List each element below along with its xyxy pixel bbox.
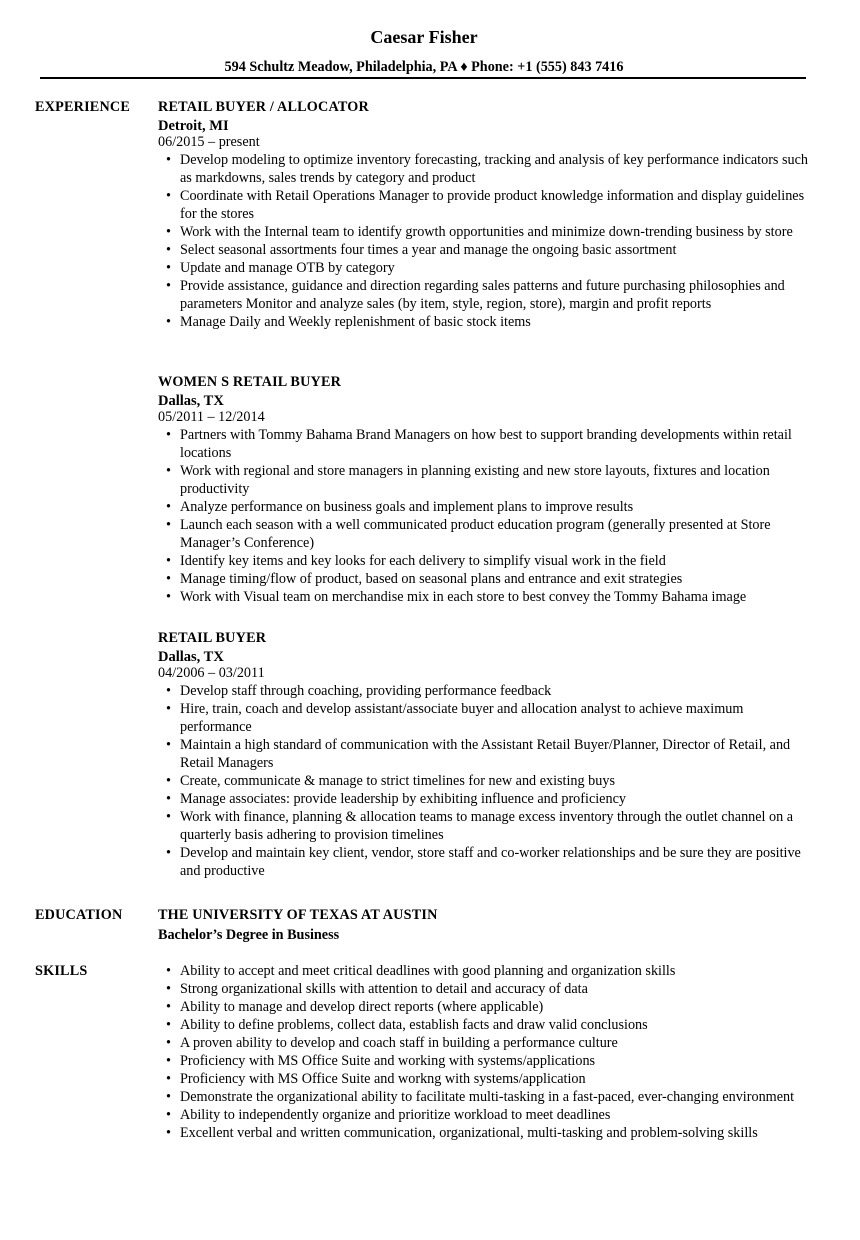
education-section-label: EDUCATION (35, 907, 123, 923)
job-title: RETAIL BUYER / ALLOCATOR (158, 99, 369, 115)
job-location: Detroit, MI (158, 118, 229, 134)
job-bullet: • Maintain a high standard of communication with the Assistant Retail Buyer/Planner, Director of Retail, and Retail Managers (180, 736, 818, 772)
job-bullet: • Create, communicate & manage to strict timelines for new and existing buys (180, 772, 818, 790)
job-bullet: • Coordinate with Retail Operations Manager to provide product knowledge information and display guidelines for the stores (180, 187, 818, 223)
skill-item: • Proficiency with MS Office Suite and working with systems/applications (180, 1052, 818, 1070)
job-bullet: • Launch each season with a well communicated product education program (generally presented at Store Manager’s Conference) (180, 516, 818, 552)
job-title: RETAIL BUYER (158, 630, 267, 646)
job-bullet: • Work with Visual team on merchandise mix in each store to best convey the Tommy Bahama image (180, 588, 818, 606)
skill-item: • A proven ability to develop and coach staff in building a performance culture (180, 1034, 818, 1052)
school-name: THE UNIVERSITY OF TEXAS AT AUSTIN (158, 907, 438, 923)
job-bullet: • Identify key items and key looks for each delivery to simplify visual work in the field (180, 552, 818, 570)
job-location: Dallas, TX (158, 649, 224, 665)
job-bullet: • Partners with Tommy Bahama Brand Managers on how best to support branding developments within retail locations (180, 426, 818, 462)
job-bullet: • Develop staff through coaching, providing performance feedback (180, 682, 818, 700)
job-bullet: • Work with regional and store managers in planning existing and new store layouts, fixtures and location productivity (180, 462, 818, 498)
job-bullet: • Manage Daily and Weekly replenishment of basic stock items (180, 313, 818, 331)
skill-item: • Ability to define problems, collect data, establish facts and draw valid conclusions (180, 1016, 818, 1034)
degree: Bachelor’s Degree in Business (158, 927, 340, 943)
job-bullet: • Analyze performance on business goals and implement plans to improve results (180, 498, 818, 516)
skill-item: • Ability to independently organize and prioritize workload to meet deadlines (180, 1106, 818, 1124)
job-bullet: • Provide assistance, guidance and direction regarding sales patterns and future purchasing philosophies and parameters Monitor and analyze sales (by item, style, region, store), margin and profit reports (180, 277, 818, 313)
job-bullet: • Work with finance, planning & allocation teams to manage excess inventory through the outlet channel on a quarterly basis adhering to provision timelines (180, 808, 818, 844)
job-bullet: • Manage associates: provide leadership by exhibiting influence and proficiency (180, 790, 818, 808)
skill-item: • Strong organizational skills with attention to detail and accuracy of data (180, 980, 818, 998)
skill-item: • Proficiency with MS Office Suite and workng with systems/application (180, 1070, 818, 1088)
job-bullet: • Select seasonal assortments four times a year and manage the ongoing basic assortment (180, 241, 818, 259)
job-dates: 05/2011 – 12/2014 (158, 409, 265, 425)
job-bullet: • Update and manage OTB by category (180, 259, 818, 277)
job-bullet: • Work with the Internal team to identify growth opportunities and minimize down-trending business by store (180, 223, 818, 241)
job-bullet: • Hire, train, coach and develop assistant/associate buyer and allocation analyst to achieve maximum performance (180, 700, 818, 736)
education-entry (158, 906, 818, 944)
job-bullet-list (158, 682, 818, 880)
skills-entry (158, 962, 818, 1142)
job-bullet-list (158, 426, 818, 606)
skills-list (158, 962, 818, 1142)
job-entry (158, 629, 818, 880)
candidate-name: Caesar Fisher (370, 27, 478, 47)
job-entry (158, 373, 818, 606)
job-title: WOMEN S RETAIL BUYER (158, 374, 342, 390)
job-bullet: • Develop and maintain key client, vendor, store staff and co-worker relationships and be sure they are positive and productive (180, 844, 818, 880)
skill-item: • Excellent verbal and written communication, organizational, multi-tasking and problem-solving skills (180, 1124, 818, 1142)
skill-item: • Ability to manage and develop direct reports (where applicable) (180, 998, 818, 1016)
job-entry (158, 98, 818, 331)
skill-item: • Demonstrate the organizational ability to facilitate multi-tasking in a fast-paced, ever-changing environment (180, 1088, 818, 1106)
job-bullet: • Develop modeling to optimize inventory forecasting, tracking and analysis of key performance indicators such as markdowns, sales trends by category and product (180, 151, 818, 187)
header-divider (40, 77, 806, 79)
skills-section-label: SKILLS (35, 963, 88, 979)
job-bullet: • Manage timing/flow of product, based on seasonal plans and entrance and exit strategies (180, 570, 818, 588)
job-dates: 06/2015 – present (158, 134, 260, 150)
job-bullet-list (158, 151, 818, 331)
skill-item: • Ability to accept and meet critical deadlines with good planning and organization skills (180, 962, 818, 980)
job-dates: 04/2006 – 03/2011 (158, 665, 265, 681)
contact-line: 594 Schultz Meadow, Philadelphia, PA ♦ Phone: +1 (555) 843 7416 (224, 59, 624, 75)
job-location: Dallas, TX (158, 393, 224, 409)
experience-section-label: EXPERIENCE (35, 99, 131, 115)
